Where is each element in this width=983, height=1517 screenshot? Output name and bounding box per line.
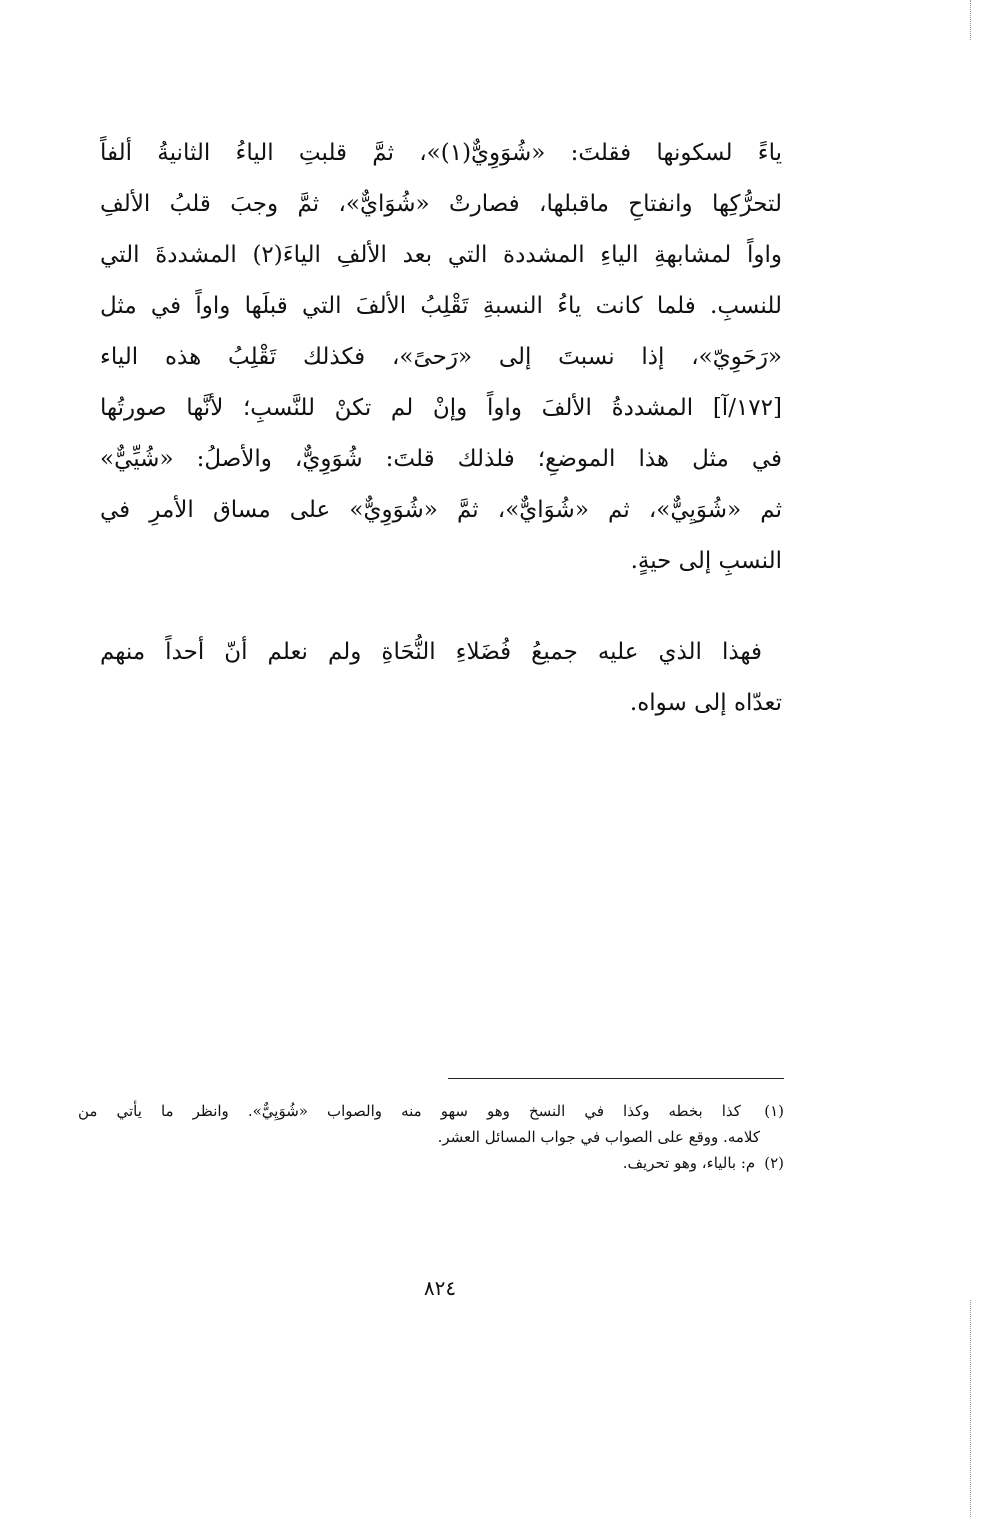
text-line: «رَحَوِيّ»، إذا نسبتَ إلى «رَحىً»، فكذلك تَقْلِبُ هذه الياء [100,344,782,370]
text-line: تعدّاه إلى سواه. [629,690,782,716]
scan-edge-bottom [970,1300,971,1517]
text-line: واواً لمشابهةِ الياءِ المشددة التي بعد الألفِ الياءَ(٢) المشددةَ التي [100,242,782,268]
closing-paragraph [100,627,782,729]
footnote-text: كذا بخطه وكذا في النسخ وهو سهو منه والصواب «شُوَيِيٌّ». وانظر ما يأتي من [78,1102,741,1120]
footnote-number: (١) [764,1102,784,1120]
footnotes [78,1098,784,1176]
text-line: في مثل هذا الموضعِ؛ فلذلك قلتَ: شُوَوِيٌّ، والأصلُ: «شُيِّيٌّ» [100,446,782,472]
text-line: للنسبِ. فلما كانت ياءُ النسبةِ تَقْلِبُ الألفَ التي قبلَها واواً في مثل [100,293,782,319]
footnote-text: م: بالياء، وهو تحريف. [622,1154,756,1172]
text-line: ثم «شُوَيِيٌّ»، ثم «شُوَايٌّ»، ثمَّ «شُوَوِيٌّ» على مساق الأمرِ في [100,497,782,523]
footnote-separator [448,1078,784,1079]
text-line: ياءً لسكونها فقلتَ: «شُوَوِيٌّ(١)»، ثمَّ قلبتِ الياءُ الثانيةُ ألفاً [100,140,782,166]
footnote-1 [78,1098,784,1124]
footnote-number: (٢) [764,1154,784,1172]
text-line: [١٧٢/آ] المشددةُ الألفَ واواً وإنْ لم تكنْ للنَّسبِ؛ لأنَّها صورتُها [100,395,782,421]
text-line: لتحرُّكِها وانفتاحِ ماقبلها، فصارتْ «شُوَايٌّ»، ثمَّ وجبَ قلبُ الألفِ [100,191,782,217]
text-line: النسبِ إلى حيةٍ. [630,548,782,574]
footnote-1-continued: كلامه. ووقع على الصواب في جواب المسائل العشر. [437,1128,760,1146]
page-number: ٨٢٤ [423,1276,457,1300]
main-paragraph [100,128,782,587]
footnote-2 [78,1150,784,1176]
text-line: فهذا الذي عليه جميعُ فُضَلاءِ النُّحَاةِ ولم نعلم أنّ أحداً منهم [100,639,762,665]
scan-edge-top [970,0,971,40]
